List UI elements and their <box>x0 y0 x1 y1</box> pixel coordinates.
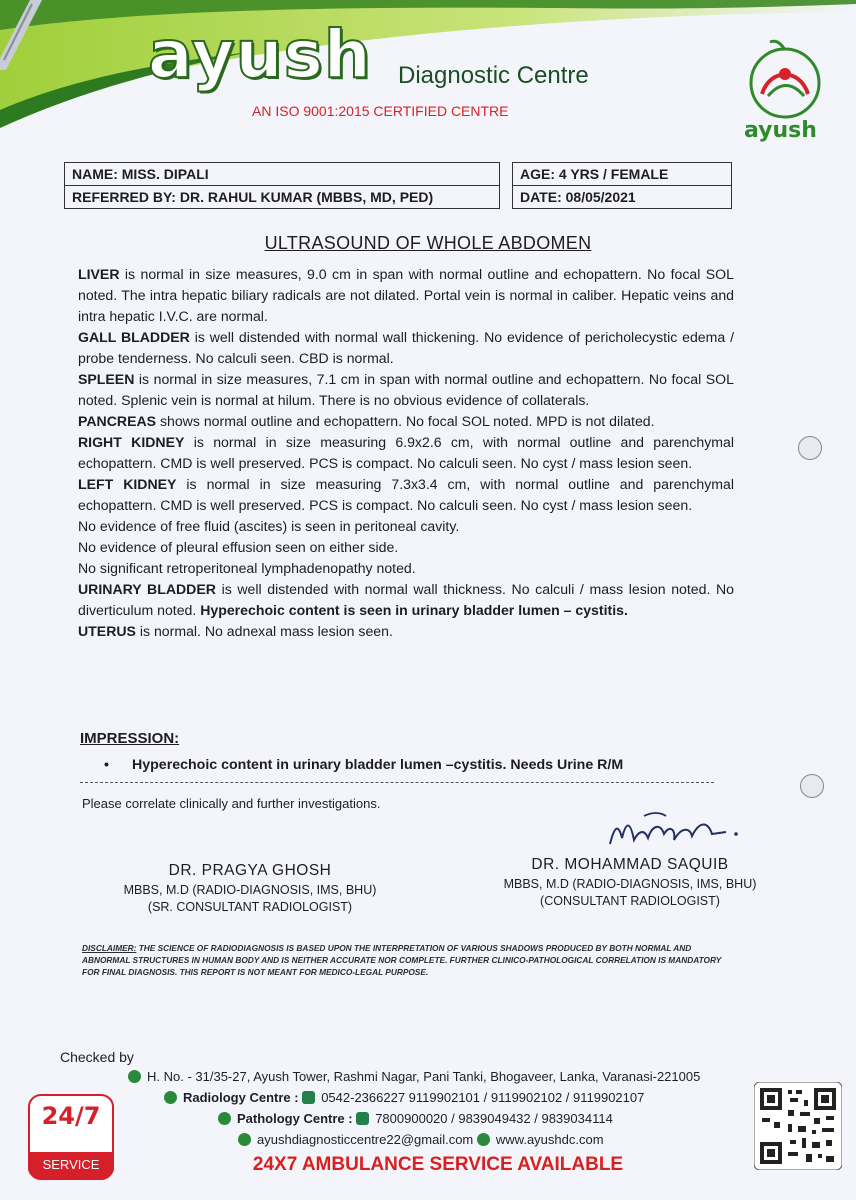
finding-paragraph <box>78 264 734 327</box>
finding-text: is well distended with normal wall thickness. No calculi / mass lesion noted. No diverticulum noted. <box>78 581 735 618</box>
findings-section <box>78 264 734 642</box>
finding-paragraph <box>78 474 734 516</box>
finding-text: is normal. No adnexal mass lesion seen. <box>135 623 393 639</box>
punch-hole <box>798 436 822 460</box>
organ-label: PANCREAS <box>78 413 157 429</box>
finding-text: is normal in size measuring 7.3x3.4 cm, with normal outline and parenchymal echopattern. CMD is well preserved. PCS is compact. No calculi seen. No cyst / mass lesion seen. <box>78 476 734 513</box>
finding-text: shows normal outline and echopattern. No focal SOL noted. MPD is not dilated. <box>156 413 655 429</box>
disclaimer-label: DISCLAIMER: <box>82 943 137 953</box>
table-gap <box>500 186 513 209</box>
punch-hole <box>800 774 824 798</box>
patient-name: NAME: MISS. DIPALI <box>65 163 500 186</box>
disclaimer-text: THE SCIENCE OF RADIODIAGNOSIS IS BASED UPON THE INTERPRETATION OF VARIOUS SHADOWS PRODUCED BY BOTH NORMAL AND ABNORMAL STRUCTURES IN HUMAN BODY AND IS NEITHER ACCURATE NOR COMPLETE. FURTHER CLINICO-PATHOLOGICAL CORRELATION IS MANDATORY FOR FINAL DIAGNOSIS. THIS REPORT IS NOT MEANT FOR MEDICO-LEGAL PURPOSE. <box>82 943 722 977</box>
impression-text: Hyperechoic content in urinary bladder lumen –cystitis. Needs Urine R/M <box>132 757 624 773</box>
location-pin-icon <box>128 1070 141 1083</box>
impression-heading: IMPRESSION: <box>80 730 180 747</box>
mobile-icon <box>356 1112 369 1125</box>
finding-paragraph <box>78 516 734 537</box>
pathology-label: Pathology Centre : <box>237 1111 353 1126</box>
finding-text: is normal in size measures, 7.1 cm in span with normal outline and echopattern. No focal SOL noted. Splenic vein is normal at hilum. There is no obvious evidence of collaterals. <box>78 371 734 408</box>
contact-footer <box>128 1066 748 1150</box>
finding-paragraph <box>78 621 734 642</box>
doctor-block-1 <box>100 862 400 914</box>
doctor-name: DR. MOHAMMAD SAQUIB <box>531 856 729 873</box>
address-line <box>128 1066 748 1087</box>
bullet-icon: • <box>104 757 109 773</box>
finding-text: is well distended with normal wall thickening. No evidence of pericholecystic edema / probe tenderness. No calculi seen. CBD is normal. <box>78 329 734 366</box>
report-date: DATE: 08/05/2021 <box>513 186 732 209</box>
badge-label: SERVICE <box>28 1152 114 1178</box>
finding-paragraph <box>78 327 734 369</box>
finding-paragraph <box>78 369 734 411</box>
doctor-role: (SR. CONSULTANT RADIOLOGIST) <box>147 900 353 914</box>
email[interactable]: ayushdiagnosticcentre22@gmail.com <box>257 1132 474 1147</box>
organ-label: SPLEEN <box>78 371 135 387</box>
phone-icon <box>218 1112 231 1125</box>
radiology-phones: 0542-2366227 9119902101 / 9119902102 / 9119902107 <box>321 1090 645 1105</box>
brand-wordmark: ayush <box>148 16 372 93</box>
globe-icon <box>477 1133 490 1146</box>
organ-label: LEFT KIDNEY <box>78 476 177 492</box>
finding-paragraph <box>78 411 734 432</box>
organ-label: URINARY BLADDER <box>78 581 216 597</box>
finding-highlight: Hyperechoic content is seen in urinary bladder lumen – cystitis. <box>200 602 628 618</box>
finding-paragraph <box>78 579 734 621</box>
doctor-name: DR. PRAGYA GHOSH <box>168 862 332 879</box>
finding-paragraph <box>78 558 734 579</box>
correlation-note: Please correlate clinically and further investigations. <box>82 796 381 811</box>
finding-text: No significant retroperitoneal lymphadenopathy noted. <box>78 560 416 576</box>
email-icon <box>238 1133 251 1146</box>
finding-paragraph <box>78 432 734 474</box>
finding-text: is normal in size measuring 6.9x2.6 cm, with normal outline and parenchymal echopattern. CMD is well preserved. PCS is compact. No calculi seen. No cyst / mass lesion seen. <box>78 434 734 471</box>
impression-item <box>104 757 623 773</box>
address: H. No. - 31/35-27, Ayush Tower, Rashmi Nagar, Pani Tanki, Bhogaveer, Lanka, Varanasi-221005 <box>147 1069 701 1084</box>
web-line <box>128 1129 748 1150</box>
report-title: ULTRASOUND OF WHOLE ABDOMEN <box>264 233 592 253</box>
pathology-phones: 7800900020 / 9839049432 / 9839034114 <box>375 1111 613 1126</box>
radiology-line <box>128 1087 748 1108</box>
badge-number: 24/7 <box>41 1102 101 1130</box>
table-gap <box>500 163 513 186</box>
pathology-line <box>128 1108 748 1129</box>
finding-text: No evidence of pleural effusion seen on either side. <box>78 539 399 555</box>
brand-subtitle: Diagnostic Centre <box>398 62 589 89</box>
signature-image <box>604 808 744 856</box>
doctor-qualification: MBBS, M.D (RADIO-DIAGNOSIS, IMS, BHU) <box>503 877 757 891</box>
website[interactable]: www.ayushdc.com <box>495 1132 604 1147</box>
pen-icon <box>0 0 42 70</box>
logo-wordmark: ayush <box>744 118 817 143</box>
finding-text: is normal in size measures, 9.0 cm in span with normal outline and echopattern. No focal SOL noted. The intra hepatic biliary radicals are not dilated. Portal vein is normal in caliber. Hepatic veins and intra hepatic I.V.C. are normal. <box>78 266 734 324</box>
ayush-logo-icon <box>740 38 830 128</box>
organ-label: RIGHT KIDNEY <box>78 434 185 450</box>
service-badge <box>28 1094 114 1180</box>
ambulance-banner: 24X7 AMBULANCE SERVICE AVAILABLE <box>252 1154 624 1175</box>
doctor-qualification: MBBS, M.D (RADIO-DIAGNOSIS, IMS, BHU) <box>123 883 377 897</box>
iso-certification: AN ISO 9001:2015 CERTIFIED CENTRE <box>252 103 509 119</box>
organ-label: GALL BLADDER <box>78 329 190 345</box>
referred-by: REFERRED BY: DR. RAHUL KUMAR (MBBS, MD, PED) <box>65 186 500 209</box>
patient-info-table <box>64 162 732 209</box>
divider <box>80 782 714 783</box>
organ-label: LIVER <box>78 266 120 282</box>
checked-by-label: Checked by <box>60 1049 134 1065</box>
patient-age: AGE: 4 YRS / FEMALE <box>513 163 732 186</box>
radiology-label: Radiology Centre : <box>183 1090 299 1105</box>
doctor-block-2 <box>490 856 770 908</box>
organ-label: UTERUS <box>78 623 136 639</box>
phone-icon <box>302 1091 315 1104</box>
qr-code-icon <box>754 1082 842 1170</box>
disclaimer <box>82 942 724 978</box>
doctor-role: (CONSULTANT RADIOLOGIST) <box>540 894 720 908</box>
finding-paragraph <box>78 537 734 558</box>
finding-text: No evidence of free fluid (ascites) is seen in peritoneal cavity. <box>78 518 460 534</box>
phone-icon <box>164 1091 177 1104</box>
